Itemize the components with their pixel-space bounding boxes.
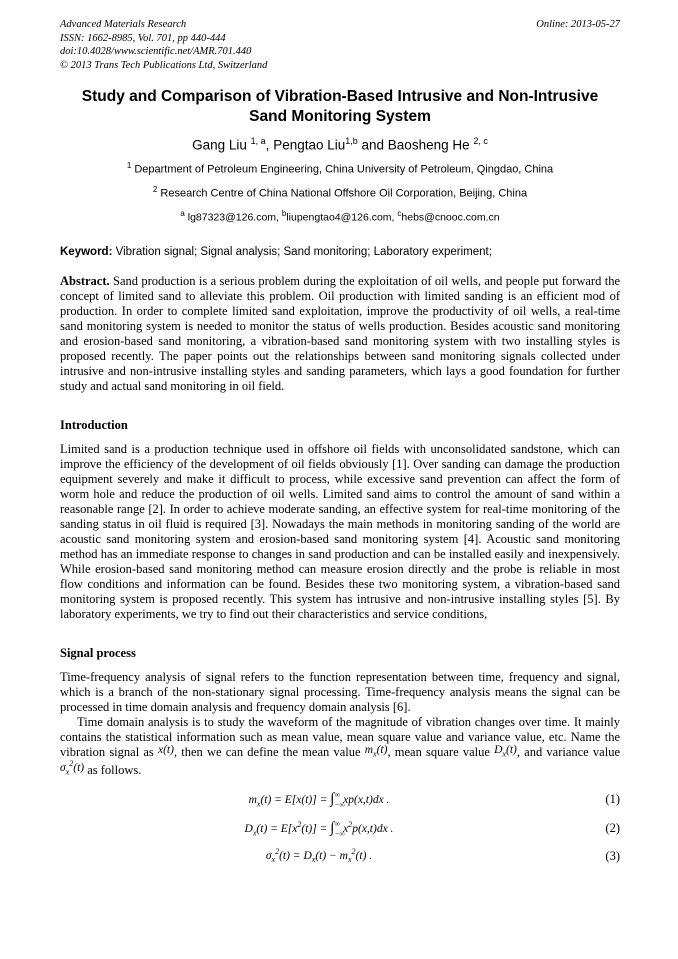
author-3-superscript: 2, c xyxy=(473,135,488,146)
section-heading-signal-process: Signal process xyxy=(60,646,136,661)
affiliation-1-text: Department of Petroleum Engineering, China University of Petroleum, Qingdao, China xyxy=(131,164,554,176)
abstract-text: Sand production is a serious problem during the exploitation of oil wells, and people put forward the concept of limited sand to alleviate this problem. Oil production with limited sanding is an efficient mod of production. In order to complete limited sand exploitation, improve the productivity of oil wells, a real-time sand monitoring system is needed to monitor the status of wells production. Besides acoustic sand monitoring and erosion-based sand monitoring, a vibration-based sand monitoring system with two installing styles is proposed recently. The paper points out the relationships between sand monitoring signals collected under intrusive and non-intrusive installing styles and sanding parameters, which lays a good foundation for further study and actual sand monitoring in oil field. xyxy=(60,274,620,394)
text-run-4: , and variance value xyxy=(516,745,620,760)
online-date: Online: 2013-05-27 xyxy=(536,19,620,30)
text-run-5: as follows. xyxy=(84,762,142,777)
equations-block xyxy=(60,788,620,867)
equation-1-number: (1) xyxy=(605,791,620,806)
abstract-label: Abstract. xyxy=(60,274,110,289)
affiliation-1-superscript: 1 xyxy=(126,161,132,171)
keywords-line xyxy=(60,246,620,258)
affiliation-2-superscript: 2 xyxy=(152,185,158,194)
journal-name: Advanced Materials Research xyxy=(60,19,187,30)
author-2-superscript: 1,b xyxy=(345,135,358,146)
author-1: Gang Liu xyxy=(192,137,251,153)
equation-3 xyxy=(60,846,620,867)
inline-math-variance-value: $\sigma_x^2(t)$ xyxy=(60,759,85,777)
paper-title: Study and Comparison of Vibration-Based Intrusive and Non-Intrusive Sand Monitoring System xyxy=(81,87,599,125)
signal-process-paragraph-1: Time-frequency analysis of signal refers to the function representation between time, frequency and signal, which is a branch of the non-stationary signal processing. Time-frequency analysis means the signal can be processed in time domain analysis and frequency domain analysis [6]. xyxy=(60,670,620,715)
email-superscript-c: c xyxy=(397,208,402,218)
introduction-paragraph: Limited sand is a production technique used in offshore oil fields with unconsolidated sandstone, which can improve the efficiency of the development of oil fields obviously [1]. Over sanding can damage the production equipment severely and make it difficult to process, while excessive sand prevention can affect the form of worm hole and reduce the production of oil wells. Limited sand aims to control the amount of sand within a reasonable range [2]. In order to achieve moderate sanding, an effective system for real-time monitoring of the sanding status in oil fluid is required [3]. Nowadays the main methods in monitoring sanding of the world are acoustic sand monitoring system and erosion-based sand monitoring system [4]. Acoustic sand monitoring method has an immediate response to changes in sand production and can be installed easily and inexpensively. While erosion-based sand monitoring method can measure erosion directly and the probe is reliable in most flow conditions and information can be found. Besides these two monitoring system, a vibration-based sand monitoring system is proposed recently. This system has intrusive and non-intrusive installing styles [5]. By laboratory experiments, we try to find out their characteristics and service conditions, xyxy=(60,442,620,622)
equation-3-body: $\sigma_x^2(t) = D_x(t) - m_x^2(t)$ . xyxy=(265,847,373,865)
doi-line: doi:10.4028/www.scientific.net/AMR.701.440 xyxy=(60,46,252,58)
equation-1-body: $m_x(t) = E[x(t)] = \int_{-\infty}^\infty$ xp(x,t)dx . xyxy=(248,790,390,809)
authors-line xyxy=(60,136,620,153)
inline-math-mean-square-value: $D_x(t)$ xyxy=(494,744,517,759)
copyright-line: © 2013 Trans Tech Publications Ltd, Switzerland xyxy=(60,59,268,71)
author-1-superscript: 1, a xyxy=(250,135,266,146)
journal-header-row xyxy=(60,18,620,32)
emails-line xyxy=(60,209,620,224)
keywords-label: Keyword: xyxy=(60,246,113,259)
email-superscript-a: a xyxy=(180,208,185,218)
inline-math-x-t: x(t) xyxy=(157,744,174,757)
affiliation-2-text: Research Centre of China National Offshore Oil Corporation, Beijing, China xyxy=(157,187,528,200)
equation-2-body: $D_x(t) = E[x^2(t)] = \int_{-\infty}^\infty$ $x^2p(x,t)dx$ . xyxy=(244,819,394,839)
section-heading-introduction: Introduction xyxy=(60,418,128,433)
equation-1 xyxy=(60,788,620,811)
equation-3-number: (3) xyxy=(605,848,620,863)
email-superscript-b: b xyxy=(281,208,287,218)
affiliation-1 xyxy=(60,161,620,176)
email-b: liupengtao4@126.com, xyxy=(286,211,398,224)
inline-math-mean-value: $m_x(t)$ xyxy=(364,744,388,759)
email-a: lg87323@126.com, xyxy=(184,211,282,224)
text-run-3: , mean square value xyxy=(387,745,495,760)
keywords-text: Vibration signal; Signal analysis; Sand monitoring; Laboratory experiment; xyxy=(112,246,492,259)
signal-process-paragraph-2 xyxy=(60,715,620,780)
equation-2 xyxy=(60,817,620,840)
affiliation-2 xyxy=(60,185,620,200)
equation-2-number: (2) xyxy=(605,820,620,835)
issn-line: ISSN: 1662-8985, Vol. 701, pp 440-444 xyxy=(60,32,226,44)
email-c: hebs@cnooc.com.cn xyxy=(401,211,500,224)
author-separator-2: and xyxy=(357,137,388,153)
author-separator-1: , xyxy=(265,137,274,153)
journal-header xyxy=(60,18,620,73)
text-run-2: , then we can define the mean value xyxy=(173,745,365,760)
abstract-paragraph xyxy=(60,274,620,394)
text-run-1: Time domain analysis is to study the waveform of the magnitude of vibration changes over time. It mainly contains the statistical information such as mean value, mean square value and variance value, etc. Name the vibration signal as xyxy=(60,715,620,760)
author-2: Pengtao Liu xyxy=(273,137,346,153)
author-3: Baosheng He xyxy=(387,137,474,153)
